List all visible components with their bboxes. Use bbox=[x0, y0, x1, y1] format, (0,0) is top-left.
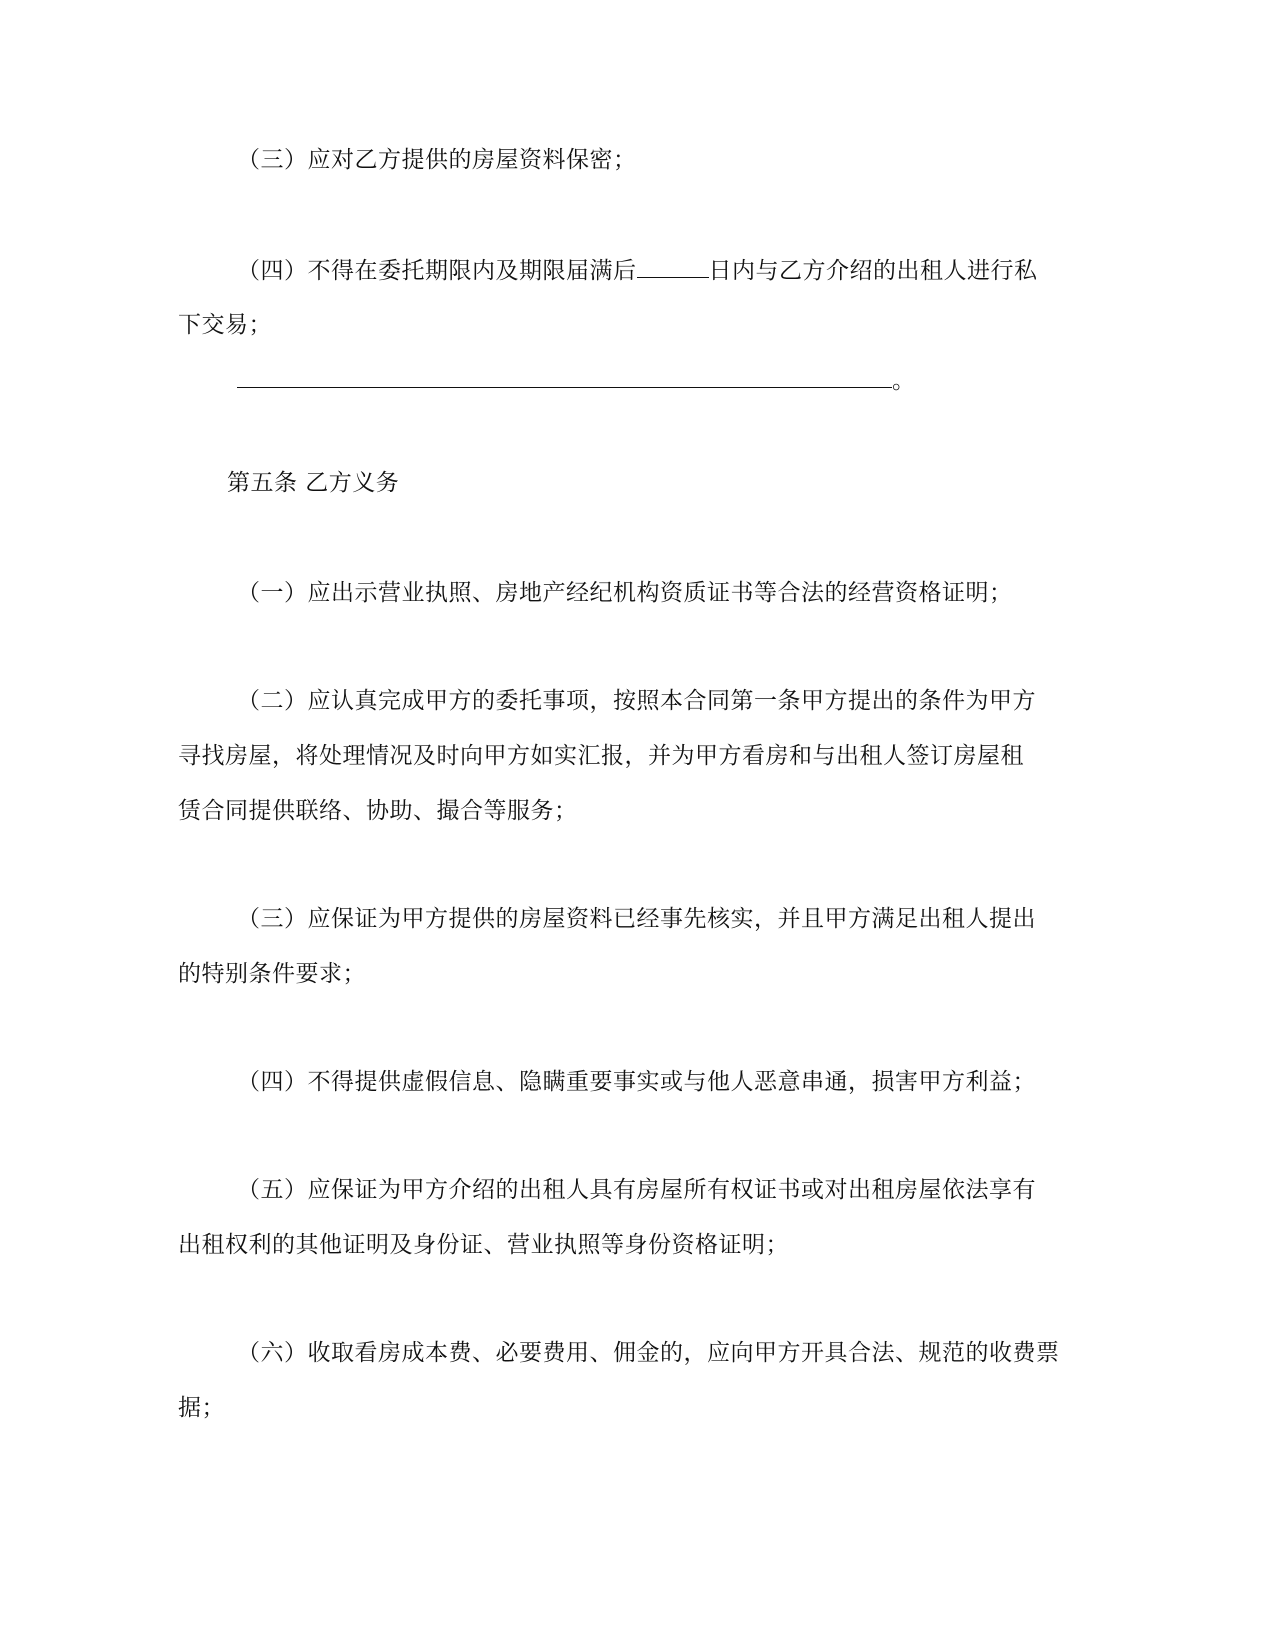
clause5-item6-line2: 据； bbox=[178, 1395, 225, 1421]
clause4-blank-item bbox=[237, 365, 916, 396]
blank-line-field bbox=[237, 365, 892, 388]
clause5-item6-line1: （六）收取看房成本费、必要费用、佣金的，应向甲方开具合法、规范的收费票 bbox=[237, 1340, 1060, 1366]
clause5-heading: 第五条 乙方义务 bbox=[227, 470, 400, 496]
clause4-item4-text-a: （四）不得在委托期限内及期限届满后 bbox=[237, 258, 637, 284]
clause5-item4: （四）不得提供虚假信息、隐瞒重要事实或与他人恶意串通，损害甲方利益； bbox=[237, 1069, 1036, 1095]
clause4-item3: （三）应对乙方提供的房屋资料保密； bbox=[237, 147, 637, 173]
blank-line-end: 。 bbox=[892, 368, 916, 394]
clause4-item4-line1 bbox=[237, 255, 1038, 286]
clause5-item2-line1: （二）应认真完成甲方的委托事项，按照本合同第一条甲方提出的条件为甲方 bbox=[237, 688, 1036, 714]
clause5-item2-line2: 寻找房屋，将处理情况及时向甲方如实汇报，并为甲方看房和与出租人签订房屋租 bbox=[178, 743, 1024, 769]
clause5-item1: （一）应出示营业执照、房地产经纪机构资质证书等合法的经营资格证明； bbox=[237, 580, 1013, 606]
clause4-item4-line2: 下交易； bbox=[178, 312, 272, 338]
clause5-item2-line3: 赁合同提供联络、协助、撮合等服务； bbox=[178, 798, 578, 824]
clause5-item3-line1: （三）应保证为甲方提供的房屋资料已经事先核实，并且甲方满足出租人提出 bbox=[237, 906, 1036, 932]
clause5-item3-line2: 的特别条件要求； bbox=[178, 961, 366, 987]
clause5-item5-line1: （五）应保证为甲方介绍的出租人具有房屋所有权证书或对出租房屋依法享有 bbox=[237, 1177, 1036, 1203]
clause5-item5-line2: 出租权利的其他证明及身份证、营业执照等身份资格证明； bbox=[178, 1232, 789, 1258]
clause4-item4-text-b: 日内与乙方介绍的出租人进行私 bbox=[708, 258, 1038, 284]
days-blank-field bbox=[637, 255, 709, 278]
